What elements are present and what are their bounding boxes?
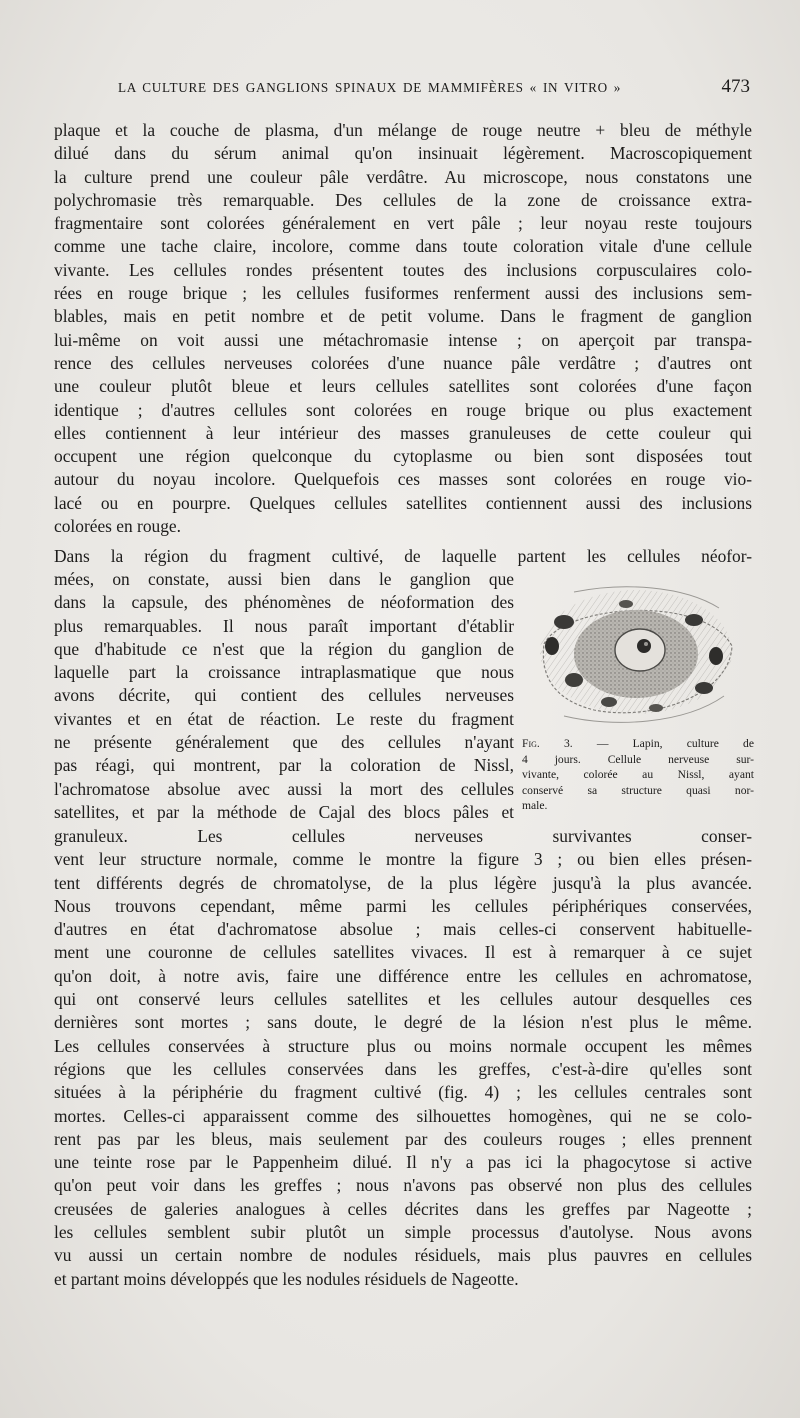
text-line: identique ; d'autres cellules sont colorées en rouge brique ou plus exactement bbox=[54, 399, 752, 420]
page-number: 473 bbox=[721, 76, 750, 97]
text-line: vu aussi un certain nombre de nodules résiduels, mais plus pauvres en cellules bbox=[54, 1245, 752, 1266]
caption-line: conservé sa structure quasi nor- bbox=[522, 783, 754, 797]
text-line: granuleux. Les cellules nerveuses survivantes conser- bbox=[54, 826, 752, 846]
caption-line: male. bbox=[522, 799, 548, 813]
text-line: vivante. Les cellules rondes présentent toutes des inclusions corpusculaires colo- bbox=[54, 259, 752, 280]
running-head: LA CULTURE DES GANGLIONS SPINAUX DE MAMMIFÈRES « IN VITRO » bbox=[118, 80, 622, 95]
paragraph-2-opening bbox=[54, 545, 752, 568]
text-line: qui ont conservé leurs cellules satellites et les cellules autour desquelles ces bbox=[54, 989, 752, 1010]
figure-caption bbox=[522, 736, 754, 814]
text-line: tent différents degrés de chromatolyse, de la plus légère jusqu'à la plus avancée. bbox=[54, 872, 752, 893]
text-line: creusées de galeries analogues à celles décrites dans les greffes par Nageotte ; bbox=[54, 1198, 752, 1219]
text-line: qu'on doit, à notre avis, faire une différence entre les cellules en achromatose, bbox=[54, 965, 752, 986]
text-line: ment une couronne de cellules satellites vivaces. Il est à remarquer à ce sujet bbox=[54, 942, 752, 963]
text-line: vent leur structure normale, comme le montre la figure 3 ; ou bien elles présen- bbox=[54, 849, 752, 870]
text-line: vivantes et en état de réaction. Le reste du fragment bbox=[54, 708, 514, 729]
text-line: Les cellules conservées à structure plus ou moins normale occupent les mêmes bbox=[54, 1035, 752, 1056]
text-line: elles contiennent à leur intérieur des masses granuleuses de cette couleur qui bbox=[54, 422, 752, 443]
paragraph-2-continuation bbox=[54, 825, 752, 1291]
caption-line: — Lapin, culture de bbox=[596, 737, 754, 750]
figure-3 bbox=[520, 582, 756, 822]
paragraph-1 bbox=[54, 119, 752, 538]
figure-label: Fig. 3. bbox=[522, 737, 573, 750]
text-line: que d'habitude ce n'est que la région du ganglion de bbox=[54, 638, 514, 659]
text-line: plaque et la couche de plasma, d'un mélange de rouge neutre + bleu de méthyle bbox=[54, 120, 752, 140]
nerve-cell-illustration bbox=[534, 584, 739, 729]
text-line: Dans la région du fragment cultivé, de laquelle partent les cellules néofor- bbox=[54, 546, 752, 566]
text-line: les cellules semblent subir plutôt un simple processus d'autolyse. Nous avons bbox=[54, 1222, 752, 1243]
text-line: d'autres en état d'achromatose absolue ; mais celles-ci conservent habituelle- bbox=[54, 919, 752, 940]
text-line: fragmentaire sont colorées généralement en vert pâle ; leur noyau reste toujours bbox=[54, 213, 752, 234]
text-line: colorées en rouge. bbox=[54, 516, 181, 537]
text-line: rées en rouge brique ; les cellules fusiformes renferment aussi des inclusions sem- bbox=[54, 283, 752, 304]
text-line: Nous trouvons cependant, même parmi les cellules périphériques conservées, bbox=[54, 895, 752, 916]
caption-line: vivante, colorée au Nissl, ayant bbox=[522, 768, 754, 782]
paragraph-2-beside-figure bbox=[54, 568, 514, 824]
text-line: laquelle part la croissance intraplasmatique que nous bbox=[54, 662, 514, 683]
text-line: avons décrite, qui contient des cellules nerveuses bbox=[54, 685, 514, 706]
page-header bbox=[118, 76, 758, 102]
text-line: la culture prend une couleur pâle verdâtre. Au microscope, nous constatons une bbox=[54, 166, 752, 187]
text-line: rence des cellules nerveuses colorées d'une nuance pâle verdâtre ; d'autres ont bbox=[54, 352, 752, 373]
caption-line: 4 jours. Cellule nerveuse sur- bbox=[522, 752, 754, 766]
text-line: mortes. Celles-ci apparaissent comme des silhouettes homogènes, qui ne se colo- bbox=[54, 1105, 752, 1126]
text-line: régions que les cellules conservées dans les greffes, c'est-à-dire qu'elles sont bbox=[54, 1058, 752, 1079]
text-line: rent pas par les bleus, mais seulement par des couleurs rouges ; elles prennent bbox=[54, 1128, 752, 1149]
text-line: pas réagi, qui montrent, par la coloration de Nissl, bbox=[54, 755, 514, 776]
text-line: une couleur plutôt bleue et leurs cellules satellites sont colorées d'une façon bbox=[54, 376, 752, 397]
text-line: dilué dans du sérum animal qu'on insinuait légèrement. Macroscopiquement bbox=[54, 143, 752, 164]
text-line: dans la capsule, des phénomènes de néoformation des bbox=[54, 592, 514, 613]
text-line: plus remarquables. Il nous paraît important d'établir bbox=[54, 615, 514, 636]
text-line: blables, mais en petit nombre et de petit volume. Dans le fragment de ganglion bbox=[54, 306, 752, 327]
text-line: occupent une région quelconque du cytoplasme ou bien sont disposées tout bbox=[54, 446, 752, 467]
text-line: lacé ou en pourpre. Quelques cellules satellites contiennent aussi des inclusions bbox=[54, 492, 752, 513]
text-line: dernières sont mortes ; sans doute, le degré de la lésion n'est plus le même. bbox=[54, 1012, 752, 1033]
text-line: qu'on peut voir dans les greffes ; nous n'avons pas observé non plus des cellules bbox=[54, 1175, 752, 1196]
text-line: comme une tache claire, incolore, comme dans toute coloration vitale d'une cellule bbox=[54, 236, 752, 257]
text-line: polychromasie très remarquable. Des cellules de la zone de croissance extra- bbox=[54, 189, 752, 210]
text-line: situées à la périphérie du fragment cultivé (fig. 4) ; les cellules centrales sont bbox=[54, 1082, 752, 1103]
text-line: autour du noyau incolore. Quelquefois ces masses sont colorées en rouge vio- bbox=[54, 469, 752, 490]
text-line: lui-même on voit aussi une métachromasie intense ; on aperçoit par transpa- bbox=[54, 329, 752, 350]
nucleus bbox=[615, 629, 665, 671]
text-line: une teinte rose par le Pappenheim dilué. Il n'y a pas ici la phagocytose si active bbox=[54, 1152, 752, 1173]
text-line: satellites, et par la méthode de Cajal des blocs pâles et bbox=[54, 801, 514, 822]
text-line: l'achromatose absolue avec aussi la mort des cellules bbox=[54, 778, 514, 799]
text-line: et partant moins développés que les nodules résiduels de Nageotte. bbox=[54, 1268, 519, 1289]
text-line: mées, on constate, aussi bien dans le ganglion que bbox=[54, 569, 514, 589]
text-line: ne présente généralement que des cellules n'ayant bbox=[54, 732, 514, 753]
